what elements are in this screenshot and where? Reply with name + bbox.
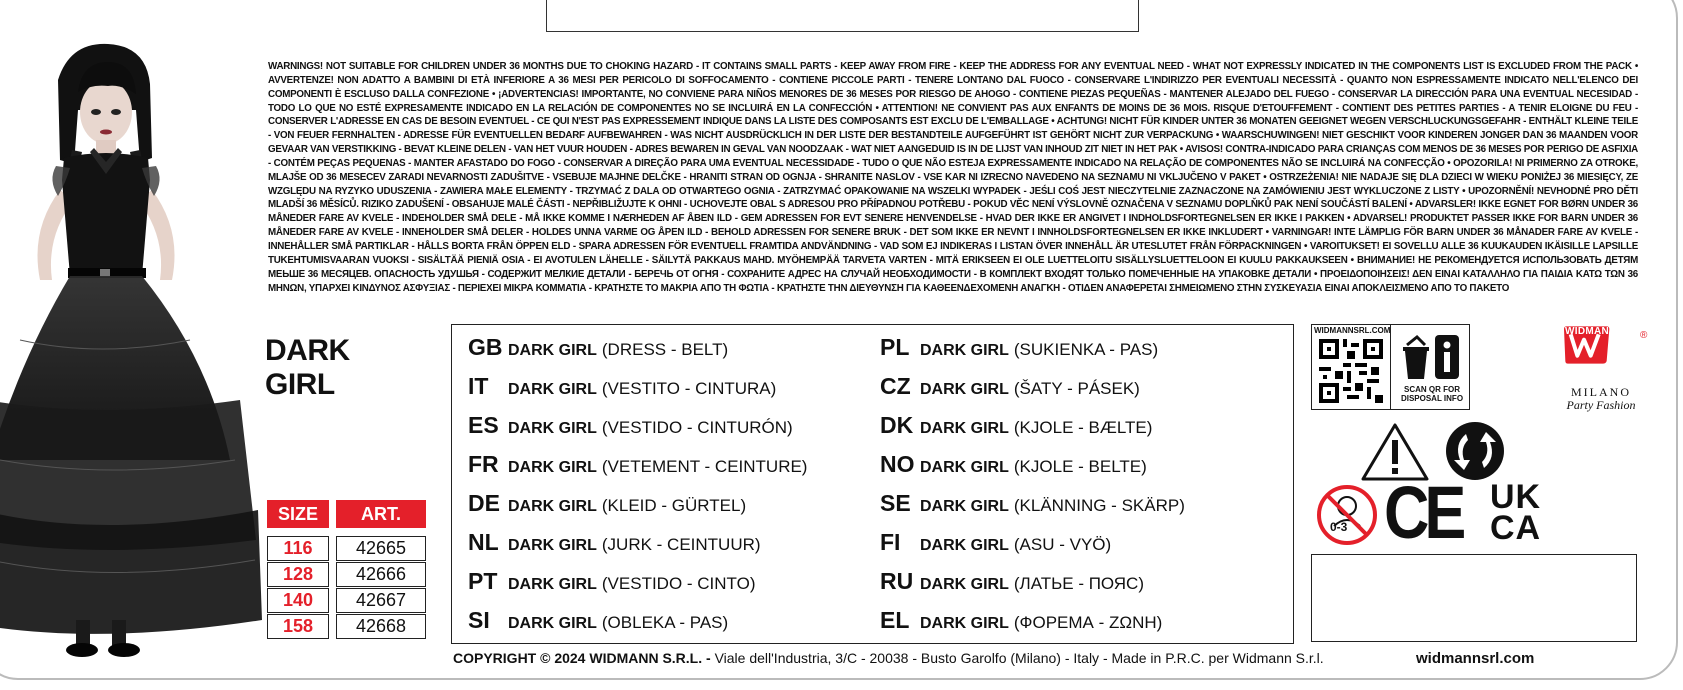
language-code: PL bbox=[880, 334, 910, 360]
language-code: GB bbox=[468, 334, 503, 360]
language-row-pl bbox=[880, 334, 1158, 361]
language-code: CZ bbox=[880, 373, 911, 399]
logo-tagline: Party Fashion bbox=[1566, 398, 1636, 412]
language-list-box bbox=[451, 324, 1294, 644]
qr-disposal-block bbox=[1311, 324, 1481, 410]
language-description: (VESTIDO - CINTURÓN) bbox=[601, 418, 793, 437]
language-code: EL bbox=[880, 607, 910, 633]
art-cell: 42665 bbox=[336, 536, 426, 561]
language-product-name: DARK GIRL bbox=[508, 342, 597, 359]
language-product-name: DARK GIRL bbox=[508, 615, 597, 632]
language-description: (ФОРЕМА - ΖΩΝΗ) bbox=[1013, 613, 1163, 632]
language-code: ES bbox=[468, 412, 499, 438]
language-product-name: DARK GIRL bbox=[508, 498, 597, 515]
language-code: NO bbox=[880, 451, 915, 477]
language-row-it bbox=[468, 373, 776, 400]
art-cell: 42667 bbox=[336, 588, 426, 613]
language-row-dk bbox=[880, 412, 1152, 439]
art-cell: 42666 bbox=[336, 562, 426, 587]
ukca-line1: UK bbox=[1490, 478, 1542, 516]
language-code: FR bbox=[468, 451, 499, 477]
language-description: (KLEID - GÜRTEL) bbox=[601, 496, 747, 515]
language-description: (OBLEKA - PAS) bbox=[601, 613, 729, 632]
language-description: (VESTIDO - CINTO) bbox=[601, 574, 756, 593]
language-description: (VETEMENT - CEINTURE) bbox=[601, 457, 808, 476]
language-code: SI bbox=[468, 607, 490, 633]
ce-mark: CE bbox=[1384, 471, 1462, 554]
disposal-text: SCAN QR FOR DISPOSAL INFO bbox=[1400, 385, 1464, 403]
language-row-es bbox=[468, 412, 793, 439]
language-description: (KJOLE - BÆLTE) bbox=[1013, 418, 1153, 437]
language-description: (ŠATY - PÁSEK) bbox=[1013, 379, 1140, 398]
size-cell: 158 bbox=[267, 614, 329, 639]
language-row-fi bbox=[880, 529, 1111, 556]
top-label-box bbox=[546, 0, 1139, 32]
copyright-address: Viale dell'Industria, 3/C - 20038 - Busto Garolfo (Milano) - Italy - Made in P.R.C. per Widmann S.r.l. bbox=[710, 650, 1324, 666]
qr-box bbox=[1311, 324, 1391, 410]
language-row-el bbox=[880, 607, 1162, 634]
language-row-si bbox=[468, 607, 728, 634]
language-code: RU bbox=[880, 568, 914, 594]
language-code: IT bbox=[468, 373, 489, 399]
size-cell: 116 bbox=[267, 536, 329, 561]
language-description: (SUKIENKA - PAS) bbox=[1013, 340, 1159, 359]
language-code: FI bbox=[880, 529, 901, 555]
language-description: (ASU - VYÖ) bbox=[1013, 535, 1112, 554]
language-row-de bbox=[468, 490, 746, 517]
language-description: (KJOLE - BELTE) bbox=[1013, 457, 1147, 476]
qr-code-icon[interactable] bbox=[1319, 339, 1383, 403]
language-product-name: DARK GIRL bbox=[508, 381, 597, 398]
language-description: (DRESS - BELT) bbox=[601, 340, 729, 359]
language-code: DK bbox=[880, 412, 914, 438]
language-description: (VESTITO - CINTURA) bbox=[601, 379, 777, 398]
language-product-name: DARK GIRL bbox=[508, 420, 597, 437]
size-header: SIZE bbox=[267, 500, 329, 528]
language-code: NL bbox=[468, 529, 499, 555]
recycle-bin-icon bbox=[1397, 331, 1463, 383]
language-product-name: DARK GIRL bbox=[920, 576, 1009, 593]
ukca-line2: CA bbox=[1490, 509, 1542, 547]
language-row-no bbox=[880, 451, 1147, 478]
costume-photo bbox=[0, 40, 262, 662]
language-row-ru bbox=[880, 568, 1144, 595]
language-row-nl bbox=[468, 529, 761, 556]
language-product-name: DARK GIRL bbox=[920, 537, 1009, 554]
qr-label: WIDMANNSRL.COM bbox=[1314, 326, 1391, 335]
copyright-bold: COPYRIGHT © 2024 WIDMANN S.R.L. - bbox=[453, 650, 711, 666]
language-product-name: DARK GIRL bbox=[920, 381, 1009, 398]
copyright-line bbox=[453, 650, 1324, 666]
language-row-pt bbox=[468, 568, 756, 595]
art-cell: 42668 bbox=[336, 614, 426, 639]
language-product-name: DARK GIRL bbox=[508, 576, 597, 593]
product-title-line1: DARK bbox=[265, 334, 350, 367]
age-restriction-icon bbox=[1316, 484, 1378, 546]
language-product-name: DARK GIRL bbox=[920, 615, 1009, 632]
language-description: (JURK - CEINTUUR) bbox=[601, 535, 761, 554]
language-code: PT bbox=[468, 568, 498, 594]
language-code: DE bbox=[468, 490, 500, 516]
language-row-se bbox=[880, 490, 1185, 517]
language-description: (ЛАТЬЕ - ПОЯС) bbox=[1013, 574, 1144, 593]
language-row-gb bbox=[468, 334, 728, 361]
size-cell: 128 bbox=[267, 562, 329, 587]
language-row-cz bbox=[880, 373, 1140, 400]
website-link[interactable]: widmannsrl.com bbox=[1416, 650, 1535, 667]
logo-registered: ® bbox=[1640, 330, 1648, 341]
language-product-name: DARK GIRL bbox=[920, 342, 1009, 359]
product-title-line2: GIRL bbox=[265, 368, 335, 401]
safety-warnings-text: WARNINGS! NOT SUITABLE FOR CHILDREN UNDER 36 MONTHS DUE TO CHOKING HAZARD - IT CONTAINS SMALL PARTS - KEEP AWAY FROM FIRE - KEEP THE ADDRESS FOR ANY EVENTUAL NEED - WHAT NOT EXPRESSLY INDICATED IN THE COMPONENTS LIST IS EXCLUDED FROM THE PACK • AVVERTENZE! NON ADATTO A BAMBINI DI ETÀ INFERIORE A 36 MESI PER PERICOLO DI SOFFOCAMENTO - CONTIENE PICCOLE PARTI - TENERE LONTANO DAL FUOCO - CONSERVARE L'INDIRIZZO PER EVENTUALI NECESSITÀ - QUANTO NON ESPRESSAMENTE INDICATO NELL'ELENCO DEI COMPONENTI È ESCLUSO DALLA CONFEZIONE • ¡ADVERTENCIAS! IMPORTANTE, NO CONVIENE PARA NIÑOS MENORES DE 36 MESES POR RIESGO DE AHOGO - CONTIENE PIEZAS PEQUEÑAS - MANTENER ALEJADO DEL FUEGO - CONSERVAR LA DIRECCIÓN PARA UNA EVENTUAL NECESIDAD - TODO LO QUE NO ESTÉ EXPRESAMENTE INDICADO EN LA RELACIÓN DE COMPONENTES NO SE INCLUIRÁ EN LA CONFECCIÓN • ATTENTION! NE CONVIENT PAS AUX ENFANTS DE MOINS DE 36 MOIS. RISQUE D'ETOUFFEMENT - CONTIENT DES PETITES PARTIES - A TENIR ELOIGNE DU FEU - CONSERVER L'ADRESSE EN CAS DE BESOIN EVENTUEL - CE QUI N'EST PAS EXPRESSEMENT INDIQUE DANS LA LISTE DES COMPOSANTS EST EXCLU DE L'EMBALLAGE • ACHTUNG! NICHT FÜR KINDER UNTER 36 MONATEN GEEIGNET WEGEN VERSCHLUCKUNGSGEFAHR - ENTHÄLT KLEINE TEILE - VON FEUER FERNHALTEN - ADRESSE FÜR EVENTUELLEN BEDARF AUFBEWAHREN - WAS NICHT AUSDRÜCKLICH IN DER LISTE DER BESTANDTEILE AUFGEFÜHRT IST GEHÖRT NICHT ZUR VERPACKUNG • WAARSCHUWINGEN! NIET GESCHIKT VOOR KINDEREN JONGER DAN 36 MAANDEN VOOR GEVAAR VAN VERSTIKKING - BEVAT KLEINE DELEN - VAN HET VUUR HOUDEN - ADRES BEWAREN IN GEVAL VAN NOODZAAK - WAT NIET AANGEDUID IS IN DE LIJST VAN INHOUD ZIT NIET IN HET PAK • AVISOS! CONTRA-INDICADO PARA CRIANÇAS COM MENOS DE 36 MESES POR PERIGO DE ASFIXIA - CONTÉM PEÇAS PEQUENAS - MANTER AFASTADO DO FOGO - CONSERVAR A DIREÇÃO PARA UMA EVENTUAL NECESSIDADE - TUDO O QUE NÃO ESTEJA EXPRESSAMENTE INDICADO NA RELAÇÃO DE COMPONENTES NÃO SE INCLUIRÁ NA CONFECÇÃO • OPOZORILA! NI PRIMERNO ZA OTROKE, MLAJŠE OD 36 MESECEV ZARADI NEVARNOSTI ZADUŠITVE - VSEBUJE MAJHNE DELČKE - HRANITI STRAN OD OGNJA - SHRANITE NASLOV - VSE KAR NI IZRECNO NAVEDENO NA SEZNAMU NI VKLJUČENO V PAKET • OSTRZEŻENIA! NIE NADAJE SIĘ DLA DZIECI W WIEKU PONIŻEJ 36 MIESIĘCY, ZE WZGLĘDU NA RYZYKO UDUSZENIA - ZAWIERA MAŁE ELEMENTY - TRZYMAĆ Z DALA OD OTWARTEGO OGNIA - ZATRZYMAĆ OPAKOWANIE NA WSZELKI WYPADEK - JEŚLI COŚ JEST NIECZYTELNIE ZAZNACZONE NA ZAMÓWIENIU JEST WYKLUCZONE Z LISTY • UPOZORNĚNÍ! NEVHODNÉ PRO DĚTI MLADŠÍ 36 MĚSÍCŮ. RIZIKO ZADUŠENÍ - OBSAHUJE MALÉ ČÁSTI - NEPŘIBLIŽUJTE K OHNI - UCHOVEJTE OBAL S ADRESOU PRO PŘÍPADNOU POTŘEBU - POKUD VĚC NENÍ VÝSLOVNĚ OZNAČENA V SEZNAMU DOPLŇKŮ PAK NENÍ SOUČÁSTÍ BALENÍ • ADVARSLER! IKKE EGNET FOR BØRN UNDER 36 MÅNEDER FARE AV KVELE - INDEHOLDER SMÅ DELE - MÅ IKKE KOMME I NÆRHEDEN AF ÅBEN ILD - GEM ADRESSEN FOR EVT SENERE HENVENDELSE - HVAD DER IKKE ER ANGIVET I INDHOLDSFORTEGNELSEN ER IKKE I PAKKEN • ADVARSEL! PRODUKTET PASSER IKKE FOR BARN UNDER 36 MÅNEDER FARE AV KVELE - INNEHOLDER SMÅ DELER - HOLDES UNNA VARME OG ÅPEN ILD - BEHOLD ADRESSEN FOR SENERE BRUK - DET SOM IKKE ER NEVNT I INNHOLDSFORTEGNELSEN ER IKKE INKLUDERT • VARNINGAR! INTE LÄMPLIG FÖR BARN UNDER 36 MÅNADER FARE AV KVELE - INNEHÅLLER SMÅ PARTIKLAR - HÅLLS BORTA FRÅN ÖPPEN ELD - SPARA ADRESSEN FÖR EVENTUELL FRAMTIDA ANDVÄNDNING - VAD SOM EJ INDIKERAS I LISTAN ÖVER INNEHÅLL ÄR UTESLUTET FRÅN FÖRPACKNINGEN • VAROITUKSET! EI SOVELLU ALLE 36 KUUKAUDEN IKÄISILLE LAPSILLE TUKEHTUMISVAARAN VUOKSI - SISÄLTÄÄ PIENIÄ OSIA - EI AVOTULEN LÄHELLE - SÄILYTÄ PAKKAUS MAHD. MYÖHEMPÄÄ TARVETA VARTEN - MITÄ ERIKSEEN EI OLE LUETTELOITU SISÄLLYSLUETTELOON EI KUULU PAKKAUKSEEN • ВНИМАНИЕ! НЕ РЕКОМЕНДУЕТСЯ ИСПОЛЬЗОВАТЬ ДЕТЯМ МЕЬШЕ 36 МЕСЯЦЕВ. ОПАСНОСТЬ УДУШЬЯ - СОДЕРЖИТ МЕЛКИЕ ДЕТАЛИ - БЕРЕЧЬ ОТ ОГНЯ - СОХРАНИТЕ АДРЕС НА СЛУЧАЙ НЕОБХОДИМОСТИ - В КОМПЛЕКТ ВХОДЯТ ТОЛЬКО ПОМЕЧЕННЫЕ НА УПАКОВКЕ ДЕТАЛИ • ΠΡΟΕΙΔΟΠΟΙΗΣΕΙΣ! ΔΕΝ ΕΙΝΑΙ ΚΑΤΑΛΛΗΛΟ ΓΙΑ ΠΑΙΔΙΑ ΚΑΤΩ ΤΩΝ 36 ΜΗΝΩΝ, ΥΠΑΡΧΕΙ ΚΙΝΔΥΝΟΣ ΑΣΦΥΞΙΑΣ - ΠΕΡΙΕΧΕΙ ΜΙΚΡΑ ΚΟΜΜΑΤΙΑ - ΚΡΑΤΗΣΤΕ ΤΟ ΜΑΚΡΙΑ ΑΠΟ ΤΗ ΦΩΤΙΑ - ΚΡΑΤΗΣΤΕ ΤΗΝ ΔΙΕΥΘΥΝΣΗ ΓΙΑ ΚΑΘΕΕΝΔΕΧΟΜΕΝΗ ΑΝΑΓΚΗ - ΟΤΙΔΕΝ ΑΝΑΦΕΡΕΤΑΙ ΣΗΜΕΙΩΜΕΝΟ ΣΤΗΝ ΣΥΣΚΕΥΑΣΙΑ ΕΙΝΑΙ ΑΠΟΚΛΕΙΣΜΕΝΟ ΑΠΟ ΤΟ ΠΑΚΕΤΟ bbox=[268, 61, 1638, 294]
language-product-name: DARK GIRL bbox=[920, 498, 1009, 515]
language-product-name: DARK GIRL bbox=[508, 537, 597, 554]
language-code: SE bbox=[880, 490, 911, 516]
product-title bbox=[265, 334, 350, 402]
age-label: 0-3 bbox=[1330, 520, 1348, 534]
language-product-name: DARK GIRL bbox=[508, 459, 597, 476]
barcode-placeholder-box bbox=[1311, 554, 1637, 642]
logo-city: MILANO bbox=[1571, 385, 1631, 399]
language-description: (KLÄNNING - SKÄRP) bbox=[1013, 496, 1185, 515]
disposal-info-box bbox=[1390, 324, 1470, 410]
language-product-name: DARK GIRL bbox=[920, 420, 1009, 437]
art-header: ART. bbox=[336, 500, 426, 528]
ukca-mark bbox=[1490, 478, 1542, 547]
logo-brand-text: WIDMANN bbox=[1565, 326, 1617, 337]
language-product-name: DARK GIRL bbox=[920, 459, 1009, 476]
size-cell: 140 bbox=[267, 588, 329, 613]
language-row-fr bbox=[468, 451, 807, 478]
